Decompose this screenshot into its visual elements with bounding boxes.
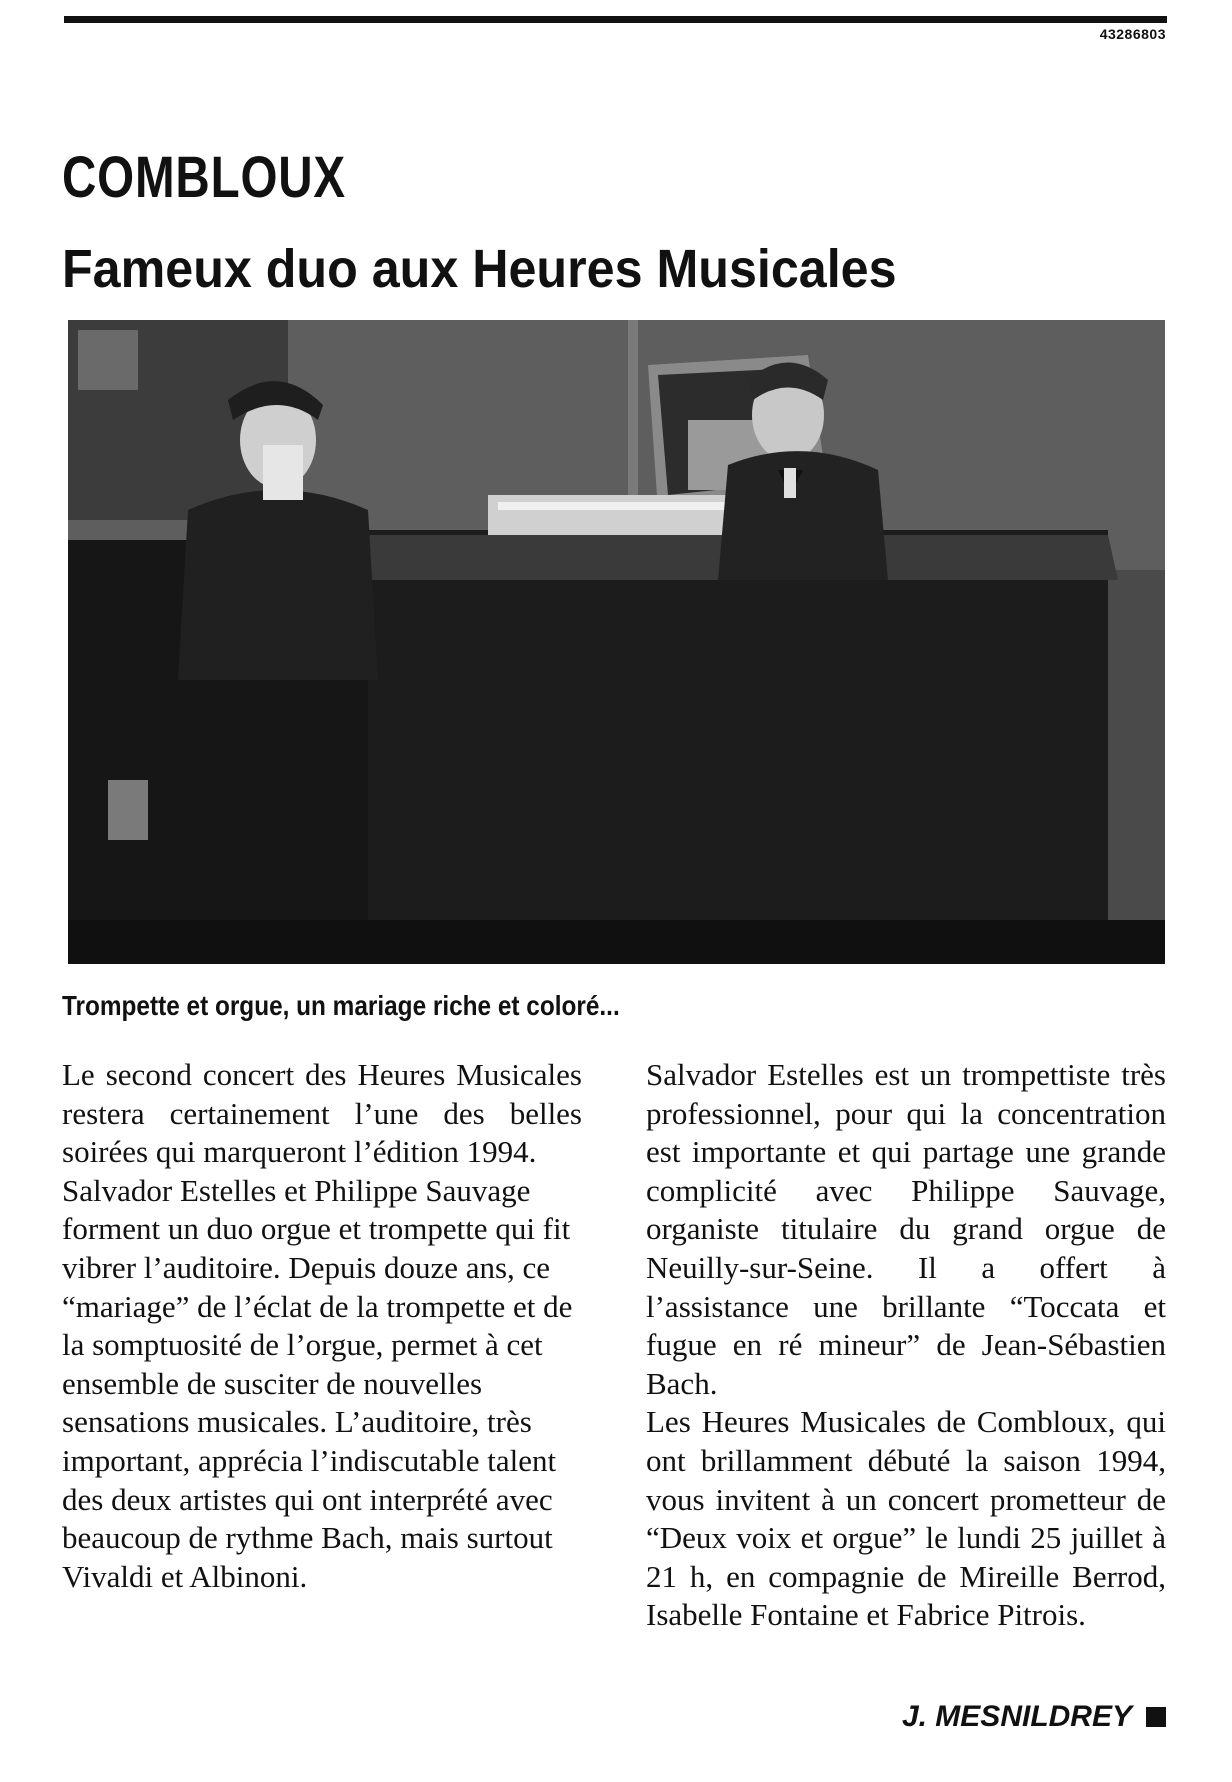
author-name: J. MESNILDREY <box>901 1700 1132 1733</box>
paragraph: Salvador Estelles est un trompettiste très professionnel, pour qui la concentration est importante et qui partage une grande complicité avec Philippe Sauvage, organiste titulaire du grand orgue de Neuilly-sur-Seine. Il a offert à l’assistance une brillante “Toccata et fugue en ré mineur” de Jean-Sébastien Bach. <box>646 1057 1166 1401</box>
end-mark-icon <box>1146 1707 1166 1727</box>
byline <box>902 1700 1166 1734</box>
document-number: 43286803 <box>1099 26 1166 42</box>
article-column-left <box>62 1056 582 1596</box>
paragraph: Salvador Estelles et Philippe Sauvage forment un duo orgue et trompette qui fit vibrer l’auditoire. Depuis douze ans, ce “mariage” de l’éclat de la trompette et de la somptuosité de l’orgue, permet à cet ensemble de susciter de nouvelles sensations musicales. L’auditoire, très important, apprécia l’indiscutable talent des deux artistes qui ont interprété avec beaucoup de rythme Bach, mais surtout Vivaldi et Albinoni. <box>62 1172 573 1594</box>
top-rule <box>64 16 1167 23</box>
article-photo <box>68 320 1165 964</box>
article-kicker: COMBLOUX <box>62 145 346 210</box>
article-column-right <box>646 1056 1166 1635</box>
article-headline: Fameux duo aux Heures Musicales <box>62 239 897 299</box>
paragraph: Le second concert des Heures Musicales restera certainement l’une des belles soirées qui marqueront l’édition 1994. <box>62 1057 582 1170</box>
photo-caption: Trompette et orgue, un mariage riche et coloré... <box>62 990 620 1021</box>
paragraph: Les Heures Musicales de Combloux, qui ont brillamment débuté la saison 1994, vous invitent à un concert prometteur de “Deux voix et orgue” le lundi 25 juillet à 21 h, en compagnie de Mireille Berrod, Isabelle Fontaine et Fabrice Pitrois. <box>646 1404 1166 1633</box>
